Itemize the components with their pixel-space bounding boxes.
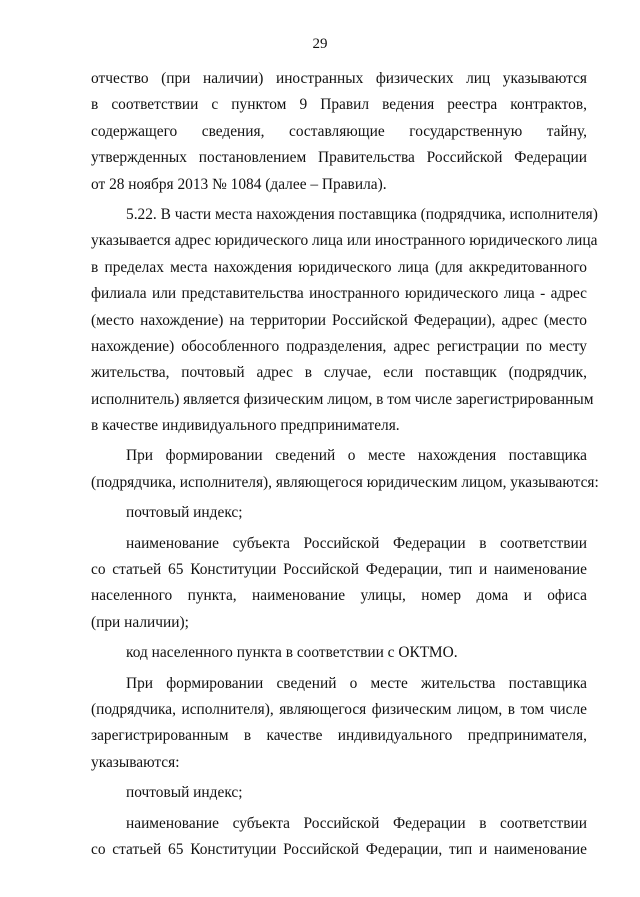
text-line: филиала или представительства иностранного юридического лица - адрес (91, 285, 587, 303)
document-body (91, 66, 599, 863)
text-line: в пределах места нахождения юридического лица (для аккредитованного (91, 258, 587, 276)
text-line: со статьей 65 Конституции Российской Федерации, тип и наименование (91, 840, 587, 858)
text-line: утвержденных постановлением Правительства Российской Федерации (91, 149, 587, 167)
text-line: отчество (при наличии) иностранных физических лиц указываются (91, 70, 587, 87)
text-line: 5.22. В части места нахождения поставщика (подрядчика, исполнителя) (126, 205, 598, 223)
paragraph-individual-postal (91, 780, 587, 806)
paragraph-continuation (91, 66, 587, 198)
text-line: исполнитель) является физическим лицом, в том числе зарегистрированным (91, 390, 594, 408)
text-line: (при наличии); (91, 613, 189, 631)
paragraph-clause-5-22 (91, 202, 598, 440)
text-line: содержащего сведения, составляющие государственную тайну, (91, 122, 587, 140)
text-line: При формировании сведений о месте жительства поставщика (126, 674, 587, 692)
text-line: (подрядчика, исполнителя), являющегося юридическим лицом, указываются: (91, 473, 599, 491)
text-line: в качестве индивидуального предпринимателя. (91, 417, 400, 435)
paragraph-individual-intro (91, 671, 587, 777)
text-line: жительства, почтовый адрес в случае, если поставщик (подрядчик, (91, 364, 587, 382)
text-line: указывается адрес юридического лица или иностранного юридического лица (91, 232, 598, 250)
text-line: (место нахождение) на территории Российской Федерации), адрес (место (91, 311, 587, 329)
text-line: указываются: (91, 753, 180, 771)
text-line: наименование субъекта Российской Федерации в соответствии (126, 534, 587, 552)
text-line: зарегистрированным в качестве индивидуального предпринимателя, (91, 727, 587, 745)
text-line: (подрядчика, исполнителя), являющегося физическим лицом, в том числе (91, 700, 587, 718)
paragraph-legal-entity-postal (91, 500, 587, 526)
text-line: наименование субъекта Российской Федерации в соответствии (126, 814, 587, 832)
paragraph-individual-subject (91, 811, 587, 864)
text-line: почтовый индекс; (126, 784, 243, 802)
text-line: со статьей 65 Конституции Российской Федерации, тип и наименование (91, 561, 587, 579)
text-line: почтовый индекс; (126, 504, 243, 522)
text-line: код населенного пункта в соответствии с ОКТМО. (126, 644, 458, 662)
page-number: 29 (312, 36, 328, 52)
text-line: нахождение) обособленного подразделения, адрес регистрации по месту (91, 337, 587, 355)
text-line: населенного пункта, наименование улицы, номер дома и офиса (91, 587, 587, 605)
paragraph-legal-entity-intro (91, 443, 599, 496)
paragraph-legal-entity-oktmo (91, 640, 587, 666)
paragraph-legal-entity-subject (91, 531, 587, 637)
text-line: При формировании сведений о месте нахождения поставщика (126, 447, 587, 465)
text-line: от 28 ноября 2013 № 1084 (далее – Правила). (91, 175, 387, 193)
text-line: в соответствии с пунктом 9 Правил ведения реестра контрактов, (91, 96, 587, 114)
